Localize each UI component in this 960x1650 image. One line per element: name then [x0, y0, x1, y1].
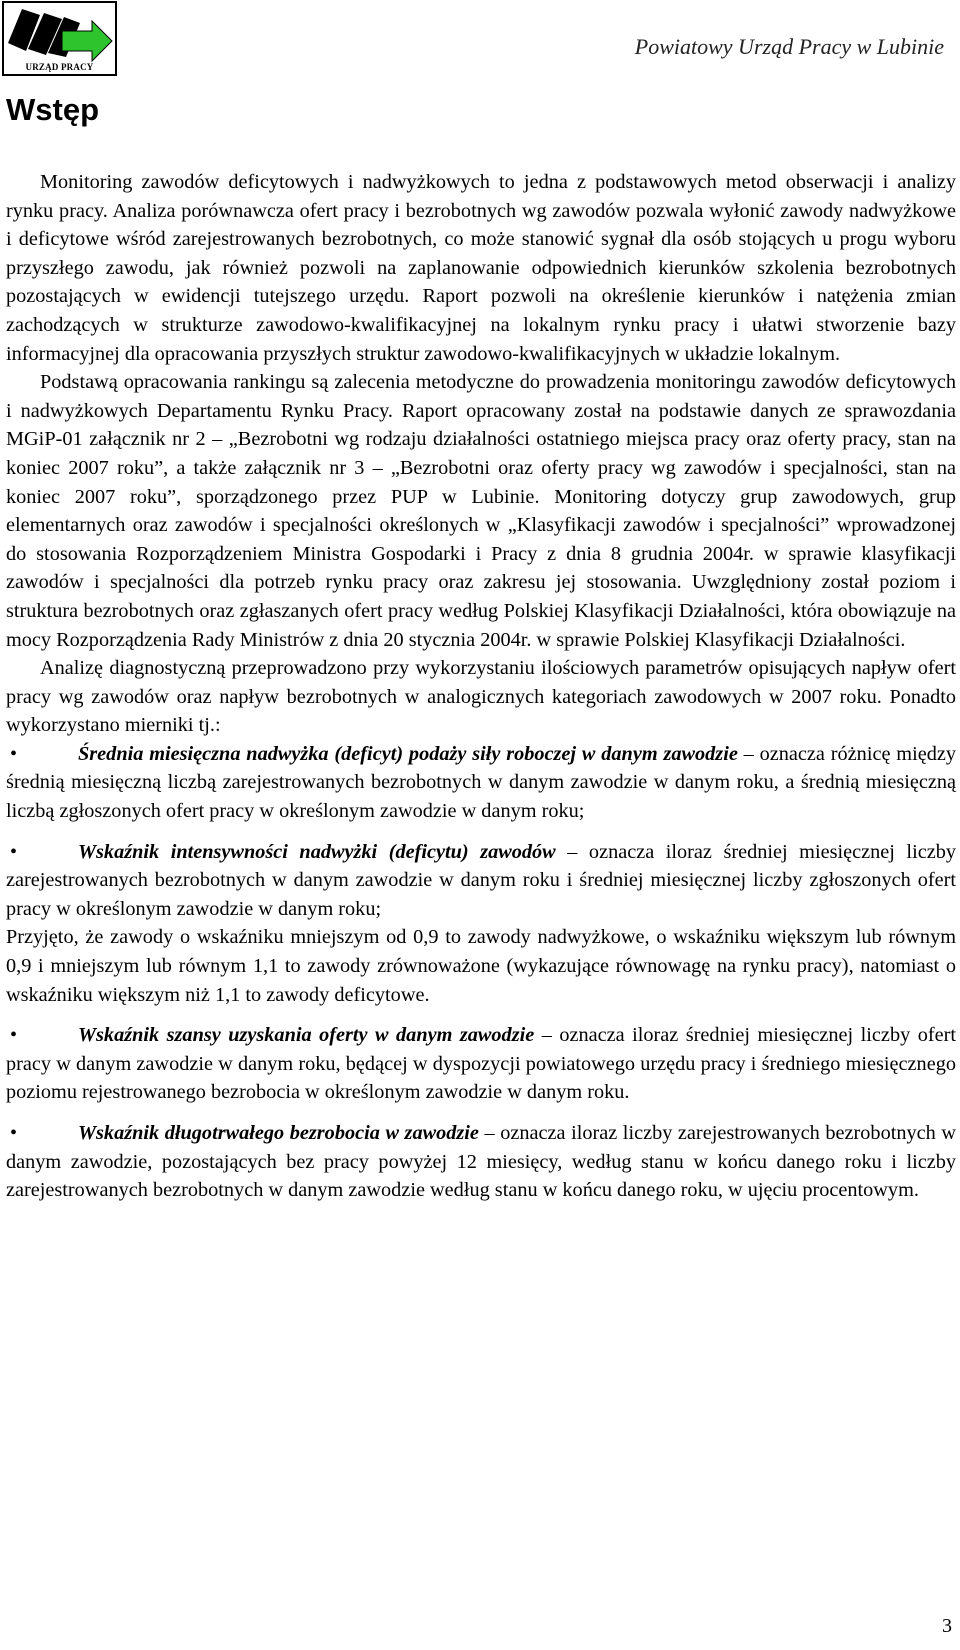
- bullet-text: – oznacza iloraz średniej miesięcznej liczby zarejestrowanych bezrobotnych w danym zawodzie w danym roku i średniej miesięcznej liczby zgłoszonych ofert pracy w określonym zawodzie w danym roku;: [6, 840, 956, 920]
- page-header: [0, 0, 960, 80]
- list-item: [6, 838, 956, 924]
- list-item: [6, 1021, 956, 1107]
- threshold-note: Przyjęto, że zawody o wskaźniku mniejszym od 0,9 to zawody nadwyżkowe, o wskaźniku większym lub równym 0,9 i mniejszym lub równym 1,1 to zawody zrównoważone (wykazujące równowagę na rynku pracy), natomiast o wskaźniku większym niż 1,1 to zawody deficytowe.: [6, 926, 956, 1006]
- bullet-text: – oznacza iloraz liczby zarejestrowanych bezrobotnych w danym zawodzie, pozostających bez pracy powyżej 12 miesięcy, według stanu w końcu danego roku i liczby zarejestrowanych bezrobotnych w danym zawodzie według stanu w końcu danego roku, w ujęciu procentowym.: [6, 1122, 956, 1202]
- bullet-icon: •: [10, 1122, 18, 1144]
- paragraph-3: Analizę diagnostyczną przeprowadzono przy wykorzystaniu ilościowych parametrów opisujących napływ ofert pracy wg zawodów oraz napływ bezrobotnych w analogicznych kategoriach zawodowych w 2007 roku. Ponadto wykorzystano mierniki tj.:: [6, 657, 956, 737]
- bullet-text: – oznacza różnicę między średnią miesięczną liczbą zarejestrowanych bezrobotnych w danym zawodzie w danym roku, a średnią miesięczną liczbą zgłoszonych ofert pracy w określonym zawodzie w danym roku;: [6, 742, 956, 823]
- bullet-icon: •: [10, 840, 18, 863]
- document-body: [6, 168, 956, 1205]
- paragraph-1: Monitoring zawodów deficytowych i nadwyżkowych to jedna z podstawowych metod obserwacji i analizy rynku pracy. Analiza porównawcza ofert pracy i bezrobotnych wg zawodów pozwala wyłonić zawody nadwyżkowe i deficytowe wśród zarejestrowanych bezrobotnych, co może stanowić sygnał dla osób stojących u progu wyboru przyszłego zawodu, jak również pozwoli na zaplanowanie odpowiednich kierunków szkolenia bezrobotnych pozostających w ewidencji tutejszego urzędu. Raport pozwoli na określenie kierunków i natężenia zmian zachodzących w strukturze zawodowo-kwalifikacyjnej na lokalnym rynku pracy i ułatwi stworzenie bazy informacyjnej dla opracowania przyszłych struktur zawodowo-kwalifikacyjnych w układzie lokalnym.: [6, 171, 956, 365]
- bullet-term: Wskaźnik intensywności nadwyżki (deficytu) zawodów: [78, 840, 556, 863]
- office-name: Powiatowy Urząd Pracy w Lubinie: [634, 34, 944, 59]
- office-logo: [2, 1, 117, 76]
- bullet-icon: •: [10, 1024, 18, 1047]
- logo-text: URZĄD PRACY: [25, 62, 94, 72]
- section-title: Wstęp: [6, 92, 99, 127]
- page-number: 3: [942, 1615, 952, 1637]
- list-item: [6, 1119, 956, 1205]
- bullet-term: Średnia miesięczna nadwyżka (deficyt) podaży siły roboczej w danym zawodzie: [78, 742, 738, 765]
- list-item: [6, 740, 956, 826]
- bullet-term: Wskaźnik długotrwałego bezrobocia w zawodzie: [78, 1122, 479, 1144]
- bullet-text: – oznacza iloraz średniej miesięcznej liczby ofert pracy w danym zawodzie w danym roku, będącej w dyspozycji powiatowego urzędu pracy i średniego miesięcznego poziomu rejestrowanego bezrobocia w określonym zawodzie w danym roku.: [6, 1024, 956, 1104]
- bullet-icon: •: [10, 742, 18, 765]
- paragraph-2: Podstawą opracowania rankingu są zalecenia metodyczne do prowadzenia monitoringu zawodów deficytowych i nadwyżkowych Departamentu Rynku Pracy. Raport opracowany został na podstawie danych ze sprawozdania MGiP-01 załącznik nr 2 – „Bezrobotni wg rodzaju działalności ostatniego miejsca pracy oraz oferty pracy, stan na koniec 2007 roku”, a także załącznik nr 3 – „Bezrobotni oraz oferty pracy wg zawodów i specjalności, stan na koniec 2007 roku”, sporządzonego przez PUP w Lubinie. Monitoring dotyczy grup zawodowych, grup elementarnych oraz zawodów i specjalności określonych w „Klasyfikacji zawodów i specjalności” wprowadzonej do stosowania Rozporządzeniem Ministra Gospodarki i Pracy z dnia 8 grudnia 2004r. w sprawie klasyfikacji zawodów i specjalności dla potrzeb rynku pracy oraz zakresu jej stosowania. Uwzględniony został poziom i struktura bezrobotnych oraz zgłaszanych ofert pracy według Polskiej Klasyfikacji Działalności, która obowiązuje na mocy Rozporządzenia Rady Ministrów z dnia 20 stycznia 2004r. w sprawie Polskiej Klasyfikacji Działalności.: [6, 371, 956, 651]
- bullet-term: Wskaźnik szansy uzyskania oferty w danym zawodzie: [78, 1024, 535, 1047]
